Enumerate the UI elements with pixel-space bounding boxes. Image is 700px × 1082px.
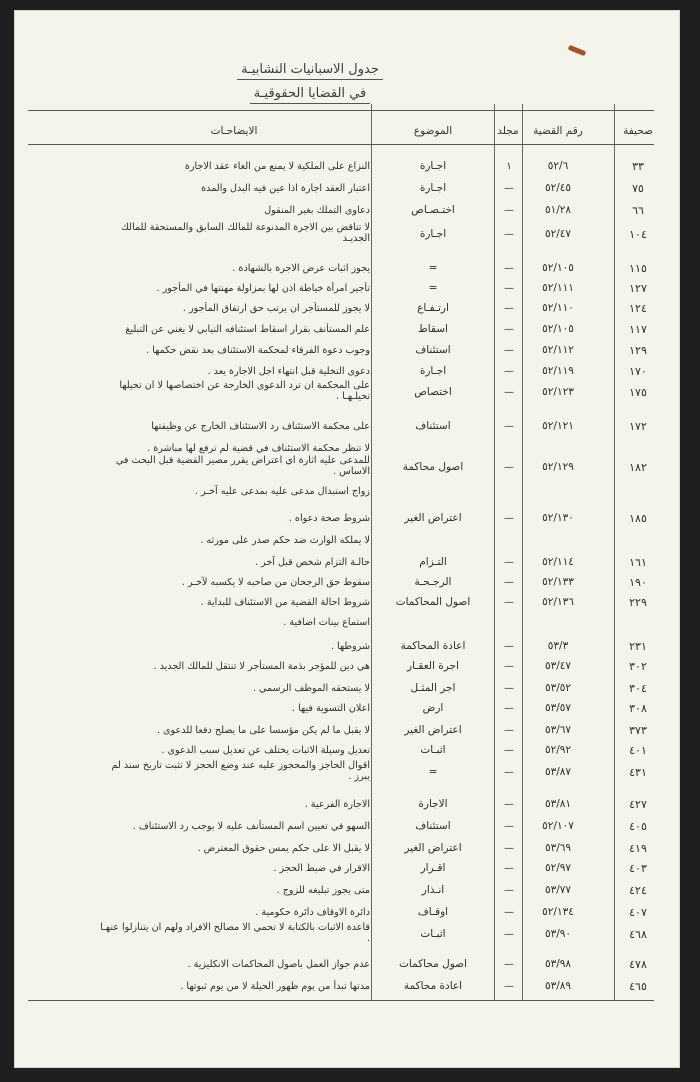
row-volume: — xyxy=(504,345,514,356)
row-note: وجوب دعوة الفرقاء لمحكمة الاستئناف بعد نقض حكمها . xyxy=(146,345,370,356)
row-subject: اختصاص xyxy=(414,386,452,398)
row-subject: اعتراض الغير xyxy=(404,724,462,736)
row-subject: = xyxy=(428,282,438,294)
row-subject: اعادة محاكمة xyxy=(403,980,463,992)
row-case-number: ٥٢/١٣٠ xyxy=(542,512,574,524)
row-page-number: ٤٢٤ xyxy=(629,884,647,897)
row-case-number: ٥٣/٦٩ xyxy=(544,842,572,854)
row-note: اقوال الحاجز والمحجوز عليه عند وضع الحجز لا تثبت تاريخ سند لم يبرز . xyxy=(111,760,370,782)
row-volume: — xyxy=(504,462,514,473)
row-page-number: ٤٦٨ xyxy=(629,928,647,941)
row-page-number: ١٨٢ xyxy=(629,461,647,474)
row-page-number: ١٢٧ xyxy=(629,282,647,295)
row-volume: — xyxy=(504,303,514,314)
row-note: لا يجوز للمستأجر ان يرتب حق ارتفاق المأجور . xyxy=(182,303,370,314)
row-case-number: ٥٣/٣ xyxy=(547,640,569,652)
row-case-number: ٥٣/٥٢ xyxy=(544,682,572,694)
header-volume: مجلد xyxy=(497,125,519,137)
row-subject: اعتراض الغير xyxy=(404,842,462,854)
row-note: زواج استبدال مدعى عليه بمدعى عليه آخـر . xyxy=(194,486,370,497)
row-volume: — xyxy=(504,283,514,294)
row-page-number: ٢٢٩ xyxy=(629,596,647,609)
row-page-number: ٤٠٣ xyxy=(629,862,647,875)
row-note: عدم جواز العمل باصول المحاكمات الانكليزية . xyxy=(187,959,370,970)
row-subject: استئناف xyxy=(415,820,451,832)
row-volume: — xyxy=(504,557,514,568)
row-case-number: ٥٣/٨٩ xyxy=(544,980,572,992)
row-subject: اصول المحاكمات xyxy=(395,596,471,608)
row-case-number: ٥٢/١٢١ xyxy=(542,420,574,432)
row-subject: اسقاط xyxy=(418,323,448,335)
row-case-number: ٥٢/١٣٣ xyxy=(542,576,574,588)
row-volume: — xyxy=(504,229,514,240)
row-note: دعاوى التملك بغير المنقول xyxy=(264,205,370,216)
row-volume: — xyxy=(504,263,514,274)
row-note: الاقرار في ضبط الحجز . xyxy=(273,863,370,874)
row-page-number: ١٧٢ xyxy=(629,420,647,433)
row-note: شروط صحة دعواه . xyxy=(288,513,370,524)
row-volume: — xyxy=(504,981,514,992)
row-case-number: ٥٢/٤٥ xyxy=(544,182,572,194)
row-case-number: ٥٢/١٠٥ xyxy=(542,262,574,274)
row-case-number: ٥٣/٧٧ xyxy=(544,884,572,896)
row-page-number: ١٧٥ xyxy=(629,386,647,399)
row-case-number: ٥٣/٥٧ xyxy=(544,702,572,714)
row-volume: — xyxy=(504,577,514,588)
row-subject: = xyxy=(428,262,438,274)
row-note: دعوى التخلية قبل انتهاء اجل الاجارة يعد . xyxy=(207,366,370,377)
row-note: شروطها . xyxy=(330,641,370,652)
header-bottom-rule xyxy=(28,144,654,145)
row-case-number: ٥٢/١٠٥ xyxy=(542,323,574,335)
row-note: حالـة التزام شخص قبل آخر . xyxy=(254,557,370,568)
row-case-number: ٥٣/٦٧ xyxy=(544,724,572,736)
row-page-number: ٣٠٢ xyxy=(629,660,647,673)
row-note: دائرة الاوقاف دائرة حكومية . xyxy=(255,907,370,918)
row-page-number: ٣٣ xyxy=(632,160,644,173)
document-subtitle: في القضايا الحقوقيـة xyxy=(60,86,560,101)
row-page-number: ١٢٤ xyxy=(629,302,647,315)
row-volume: — xyxy=(504,324,514,335)
row-page-number: ٣٠٨ xyxy=(629,702,647,715)
row-note: هي دين للمؤجر بذمة المستأجر لا تنتقل للمالك الجديد . xyxy=(153,661,370,672)
row-subject: اجـارة xyxy=(419,228,447,240)
row-subject: = xyxy=(428,766,438,778)
row-subject: التـزام xyxy=(419,556,447,568)
row-note: لا تناقض بين الاجرة المدنوعة للمالك السابق والمستحقة للمالك الجديـد xyxy=(121,222,370,244)
row-page-number: ١٨٥ xyxy=(629,512,647,525)
row-note: تأجير امرأة خياطة اذن لها بمزاولة مهنتها في المأجور . xyxy=(156,283,370,294)
row-volume: — xyxy=(504,661,514,672)
header-subject: الموضوع xyxy=(413,125,453,137)
row-case-number: ٥٢/١٠٧ xyxy=(542,820,574,832)
row-case-number: ٥٢/١٢٩ xyxy=(542,461,574,473)
row-subject: اعتراض الغير xyxy=(404,512,462,524)
row-subject: اقـرار xyxy=(420,862,446,874)
row-note: سقوط حق الرجحان من صاحبه لا يكسبه لآخـر . xyxy=(181,577,370,588)
row-page-number: ٤٠٧ xyxy=(629,906,647,919)
row-volume: ١ xyxy=(506,161,512,172)
row-subject: الرجـحـة xyxy=(414,576,452,588)
row-case-number: ٥٢/١٣٦ xyxy=(542,596,574,608)
row-page-number: ١٧٠ xyxy=(629,365,647,378)
row-page-number: ٧٥ xyxy=(632,182,644,195)
row-note: على المحكمة ان ترد الدعوى الخارجة عن اختصاصها لا ان تحيلها تحيلـهـا . xyxy=(119,380,370,402)
row-page-number: ٤٦٥ xyxy=(629,980,647,993)
row-page-number: ٤٢٧ xyxy=(629,798,647,811)
row-note: تعديل وسيلة الاثبات يختلف عن تعديل سبب الدعوى . xyxy=(161,745,370,756)
row-page-number: ٢٣١ xyxy=(629,640,647,653)
row-case-number: ٥٢/١٣٤ xyxy=(542,906,574,918)
row-case-number: ٥٣/٩٠ xyxy=(544,928,572,940)
row-note: قاعدة الاثبات بالكتابة لا تحمي الا مصالح الافراد ولهم ان يتنازلوا عنهـا . xyxy=(100,922,370,944)
row-note: مدتها تبدأ من يوم ظهور الحيلة لا من يوم ثبوتها . xyxy=(180,981,370,992)
header-case-number: رقم القضية xyxy=(533,125,583,137)
row-volume: — xyxy=(504,885,514,896)
row-volume: — xyxy=(504,205,514,216)
row-volume: — xyxy=(504,863,514,874)
row-subject: انـذار xyxy=(421,884,445,896)
row-case-number: ٥٢/١١٢ xyxy=(542,344,574,356)
row-page-number: ٣٠٤ xyxy=(629,682,647,695)
row-subject: اجرة العقـار xyxy=(407,660,459,672)
row-volume: — xyxy=(504,767,514,778)
row-volume: — xyxy=(504,513,514,524)
row-note: لا يقبل ما لم يكن مؤسسا على ما يصلح دفعا للدعوى . xyxy=(156,725,370,736)
row-page-number: ١١٥ xyxy=(629,262,647,275)
row-page-number: ٤٠١ xyxy=(629,744,647,757)
row-subject: استئناف xyxy=(415,344,451,356)
row-case-number: ٥٢/٦ xyxy=(547,160,569,172)
row-page-number: ٣٧٣ xyxy=(629,724,647,737)
row-page-number: ١٢٩ xyxy=(629,344,647,357)
header-page: صحيفة xyxy=(623,125,653,137)
row-volume: — xyxy=(504,959,514,970)
row-subject: اجـارة xyxy=(419,182,447,194)
row-case-number: ٥٢/٩٧ xyxy=(544,862,572,874)
row-page-number: ٤٧٨ xyxy=(629,958,647,971)
row-volume: — xyxy=(504,703,514,714)
row-note: النزاع على الملكية لا يمنع من الغاء عقد الاجارة xyxy=(184,161,370,172)
row-case-number: ٥٢/٩٢ xyxy=(544,744,572,756)
row-volume: — xyxy=(504,683,514,694)
row-volume: — xyxy=(504,183,514,194)
row-case-number: ٥٢/٤٧ xyxy=(544,228,572,240)
row-volume: — xyxy=(504,366,514,377)
row-note: الاجارة الفرعية . xyxy=(304,799,370,810)
row-note: متى يجوز تبليغه للزوج . xyxy=(276,885,370,896)
column-divider-page xyxy=(614,104,615,1000)
row-page-number: ١١٧ xyxy=(629,323,647,336)
table-bottom-rule xyxy=(28,1000,654,1001)
row-note: لا يملكه الوارث ضد حكم صدر على مورثه . xyxy=(200,535,370,546)
row-subject: اوقـاف xyxy=(417,906,449,918)
row-volume: — xyxy=(504,799,514,810)
document-title: جدول الاسبانيات النشابيـة xyxy=(60,62,560,77)
row-subject: ارتـفـاع xyxy=(417,302,449,314)
row-case-number: ٥٢/١١٤ xyxy=(542,556,574,568)
row-note: علم المستأنف بقرار اسقاط استئنافه النيابي لا يغني عن التبليغ xyxy=(125,324,370,335)
row-volume: — xyxy=(504,641,514,652)
row-note: استماع بينات اضافية . xyxy=(283,617,370,628)
header-notes: الايضاحـات xyxy=(210,125,258,137)
row-case-number: ٥٣/٤٧ xyxy=(544,660,572,672)
row-note: السهو في تعيين اسم المستأنف عليه لا يوجب رد الاستئناف . xyxy=(132,821,370,832)
row-case-number: ٥٣/٨١ xyxy=(544,798,572,810)
row-note: اعلان التسوية فيها . xyxy=(292,703,370,714)
row-note: على محكمة الاستئناف رد الاستئناف الخارج عن وظيفتها xyxy=(151,421,370,432)
row-subject: اختـصـاص xyxy=(411,204,455,216)
row-case-number: ٥٢/١٢٣ xyxy=(542,386,574,398)
row-note: لا يقبل الا على حكم يمس حقوق المعترض . xyxy=(197,843,370,854)
row-page-number: ٤١٩ xyxy=(629,842,647,855)
row-subject: اجـارة xyxy=(419,160,447,172)
row-case-number: ٥٣/٩٨ xyxy=(544,958,572,970)
row-subject: الاجارة xyxy=(418,798,448,810)
row-note: شروط احالة القضية من الاستئناف للبداية . xyxy=(200,597,370,608)
row-case-number: ٥١/٢٨ xyxy=(544,204,572,216)
row-case-number: ٥٣/٨٧ xyxy=(544,766,572,778)
row-volume: — xyxy=(504,929,514,940)
row-case-number: ٥٢/١١٠ xyxy=(542,302,574,314)
row-volume: — xyxy=(504,421,514,432)
row-note: لا تنظر محكمة الاستئناف في قضية لم ترفع لها مباشرة . xyxy=(147,443,370,454)
row-subject: اثبـات xyxy=(420,744,446,756)
row-subject: اجر المثـل xyxy=(410,682,456,694)
row-case-number: ٥٢/١١١ xyxy=(542,282,574,294)
row-volume: — xyxy=(504,745,514,756)
row-note: للمدعى عليه اثارة اي اعتراض يقرر مصير القضية قبل البحث في الاساس . xyxy=(115,455,370,477)
row-note: يجوز اثبات عرض الاجرة بالشهادة . xyxy=(232,263,370,274)
row-subject: ارض xyxy=(422,702,444,714)
row-subject: اصول محاكمة xyxy=(402,461,464,473)
row-page-number: ١٠٤ xyxy=(629,228,647,241)
row-subject: اعادة المحاكمة xyxy=(400,640,466,652)
row-subject: اجـارة xyxy=(419,365,447,377)
row-volume: — xyxy=(504,907,514,918)
row-page-number: ١٩٠ xyxy=(629,576,647,589)
row-volume: — xyxy=(504,387,514,398)
column-divider-volume xyxy=(494,104,495,1000)
row-volume: — xyxy=(504,725,514,736)
row-page-number: ٤٠٥ xyxy=(629,820,647,833)
row-subject: اصول محاكمات xyxy=(399,958,467,970)
row-page-number: ٦٦ xyxy=(632,204,644,217)
row-subject: اثبـات xyxy=(420,928,446,940)
row-volume: — xyxy=(504,821,514,832)
row-page-number: ١٦١ xyxy=(629,556,647,569)
row-volume: — xyxy=(504,597,514,608)
row-volume: — xyxy=(504,843,514,854)
row-note: لا يستحقه الموظف الرسمي . xyxy=(252,683,370,694)
row-note: اعتبار العقد اجارة اذا عين فيه البدل والمدة xyxy=(201,183,370,194)
row-subject: استئناف xyxy=(415,420,451,432)
row-case-number: ٥٢/١١٩ xyxy=(542,365,574,377)
header-top-rule xyxy=(28,110,654,111)
row-page-number: ٤٣١ xyxy=(629,766,647,779)
